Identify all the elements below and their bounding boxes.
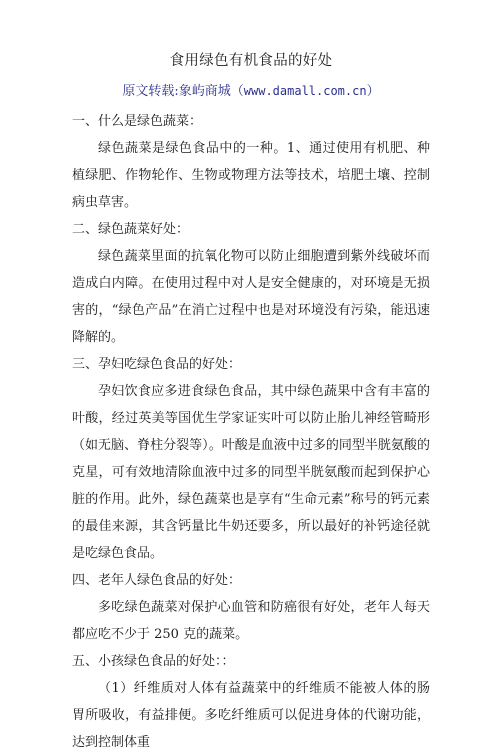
section-heading: 三、孕妇吃绿色食品的好处： — [72, 357, 242, 372]
section-3 — [72, 351, 430, 567]
section-5 — [72, 648, 430, 756]
document-title: 食用绿色有机食品的好处 — [169, 53, 333, 69]
section-paragraph: 多吃绿色蔬菜对保护心血管和防癌很有好处，老年人每天都应吃不少于 250 克的蔬菜。 — [72, 600, 430, 642]
section-1 — [72, 108, 430, 216]
section-4 — [72, 567, 430, 648]
section-2 — [72, 216, 430, 351]
source-attribution — [72, 81, 430, 102]
section-heading: 四、老年人绿色食品的好处： — [72, 573, 242, 588]
section-paragraph: 绿色蔬菜是绿色食品中的一种。1、通过使用有机肥、种植绿肥、作物轮作、生物或物理方法等技术，培肥土壤、控制病虫草害。 — [72, 141, 430, 210]
source-domain: www.damall.com.cn — [243, 84, 367, 98]
source-prefix: 原文转载:象屿商城（ — [122, 84, 244, 99]
section-paragraph: （1）纤维质对人体有益蔬菜中的纤维质不能被人体的肠胃所吸收，有益排便。多吃纤维质可以促进身体的代谢功能，达到控制体重 — [72, 681, 430, 750]
section-paragraph: 绿色蔬菜里面的抗氧化物可以防止细胞遭到紫外线破坏而造成白内障。在使用过程中对人是安全健康的，对环境是无损害的，“绿色产品”在消亡过程中也是对环境没有污染，能迅速降解的。 — [72, 249, 430, 345]
section-heading: 五、小孩绿色食品的好处：： — [72, 654, 235, 669]
section-paragraph: 孕妇饮食应多进食绿色食品，其中绿色蔬果中含有丰富的叶酸，经过英美等国优生学家证实叶可以防止胎儿神经管畸形（如无脑、脊柱分裂等）。叶酸是血液中过多的同型半胱氨酸的克星，可有效地清除血液中过多的同型半胱氨酸而起到保护心脏的作用。此外，绿色蔬菜也是享有“生命元素”称号的钙元素的最佳来源，其含钙量比牛奶还要多，所以最好的补钙途径就是吃绿色食品。 — [72, 384, 430, 561]
source-suffix: ） — [366, 84, 380, 99]
section-heading: 一、什么是绿色蔬菜： — [72, 114, 203, 129]
section-heading: 二、绿色蔬菜好处： — [72, 222, 190, 237]
